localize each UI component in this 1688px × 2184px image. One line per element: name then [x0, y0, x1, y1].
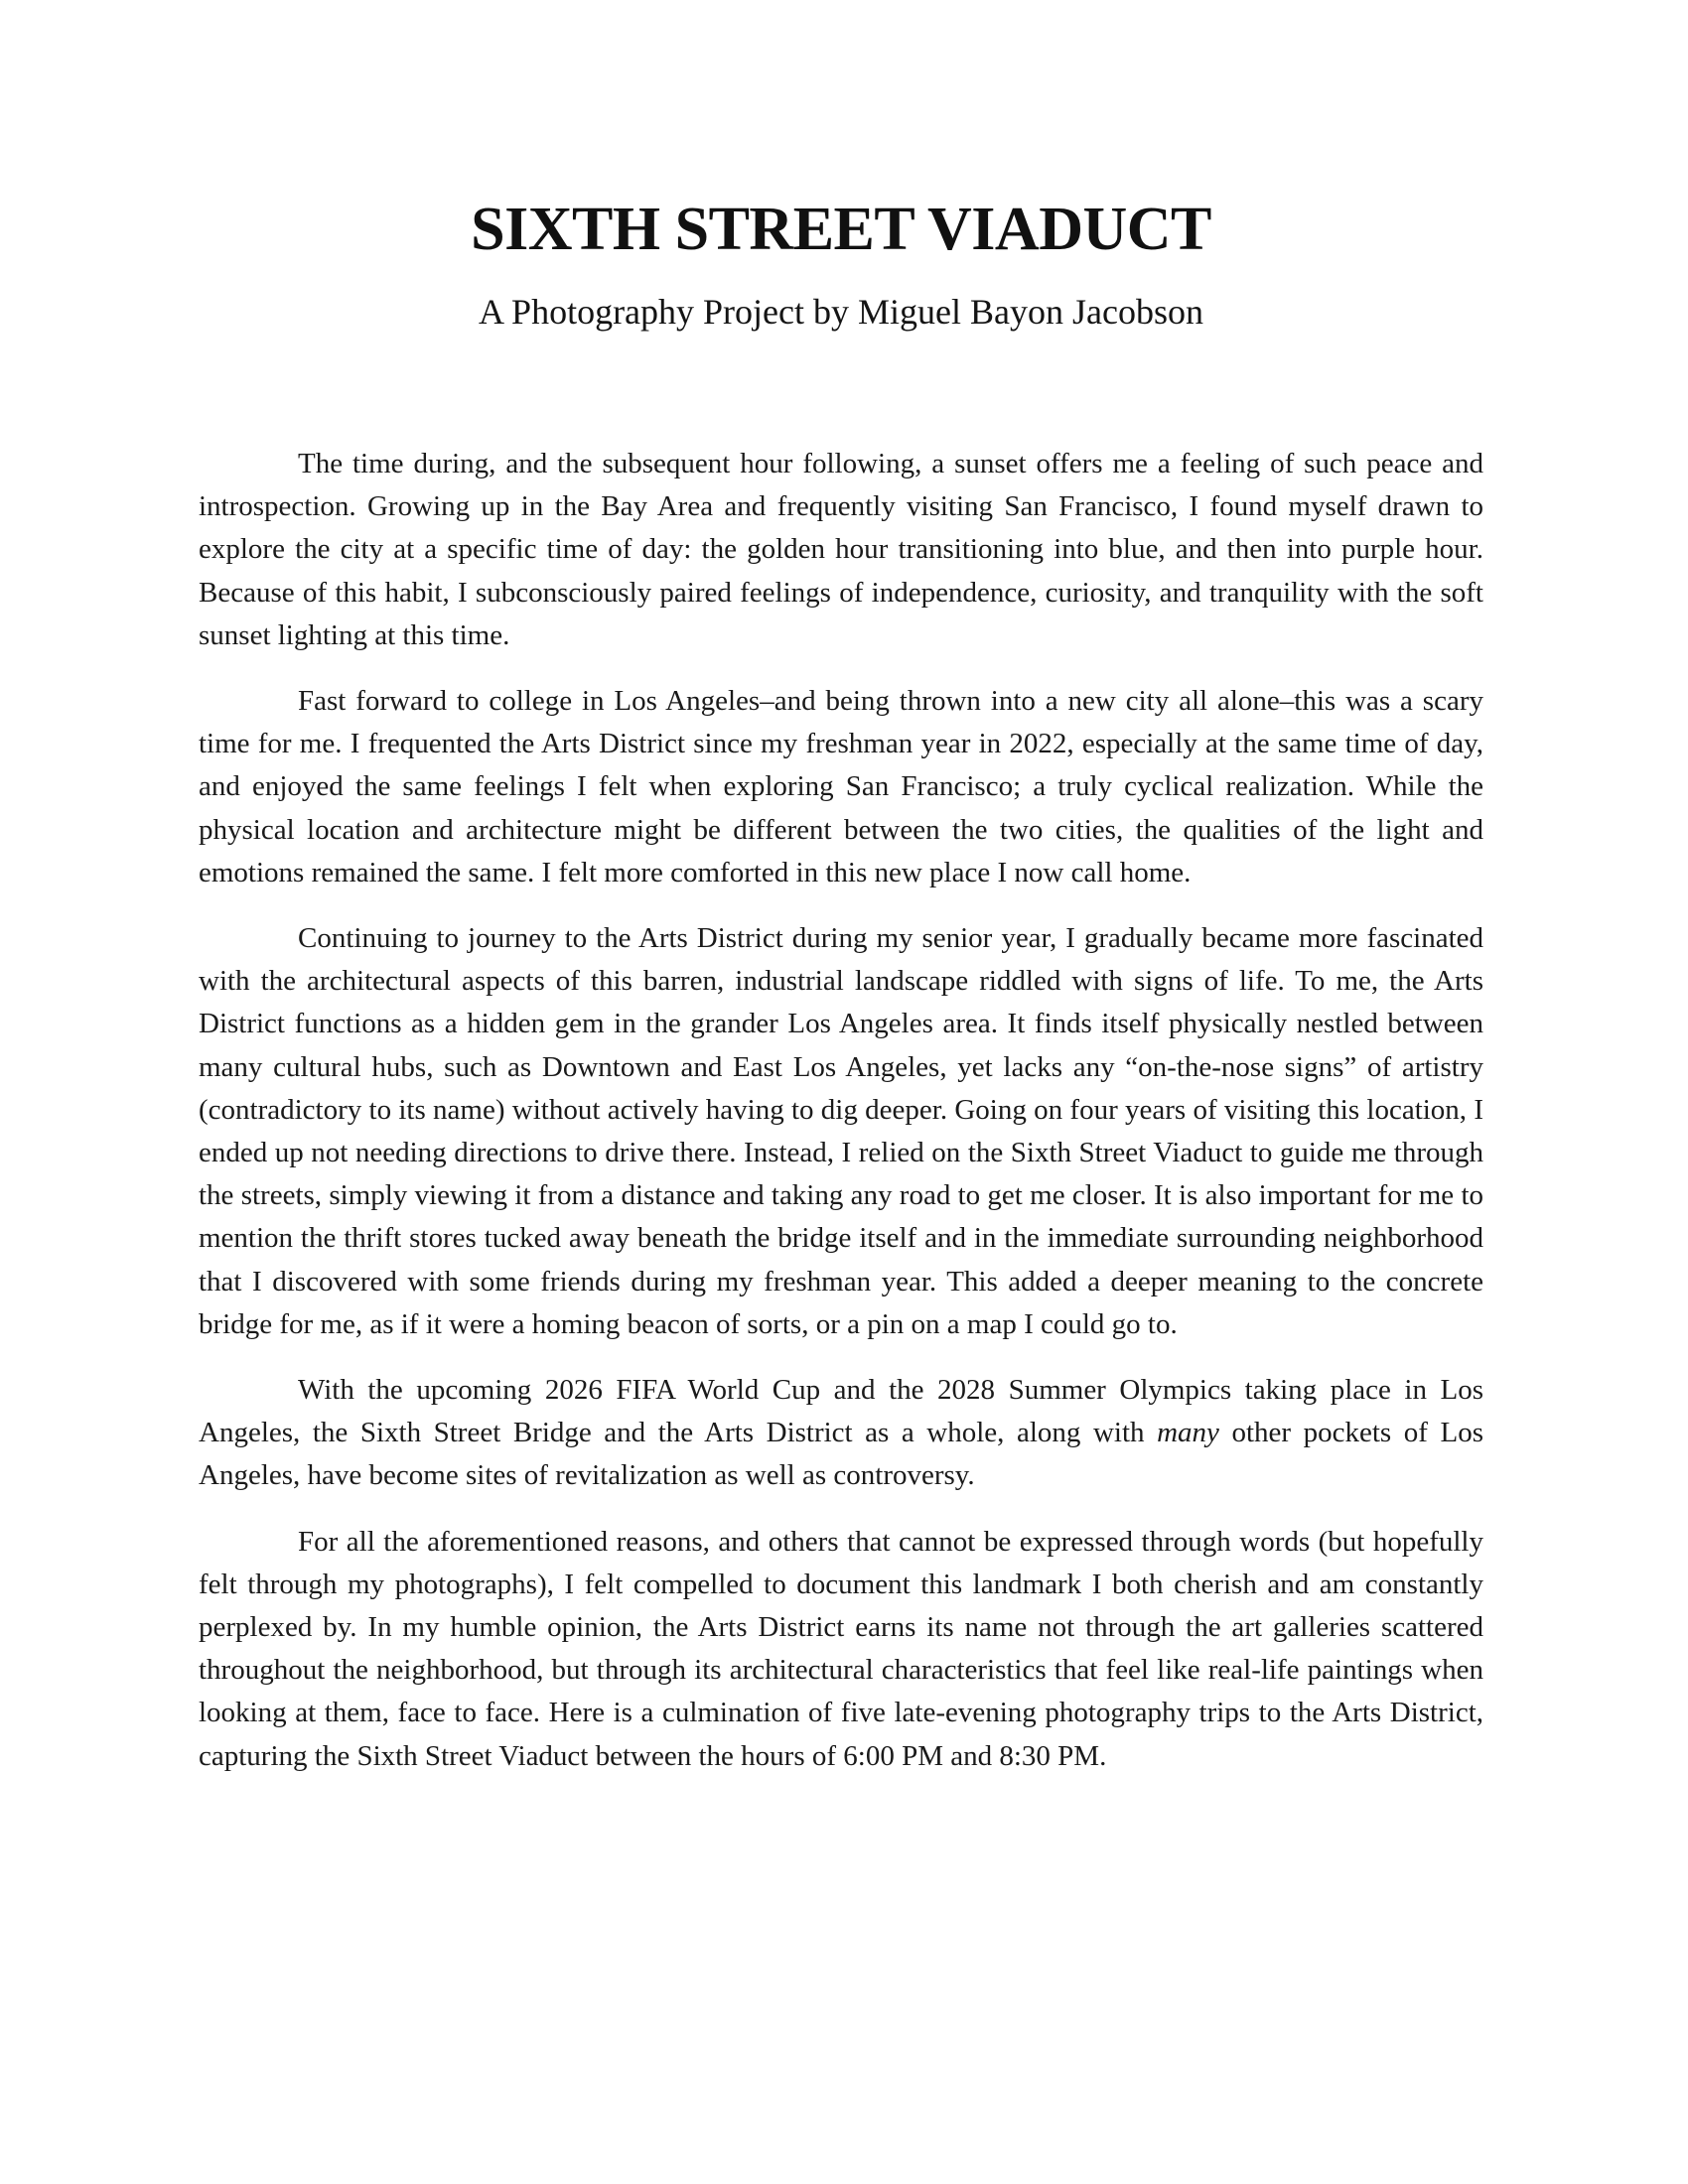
paragraph-4-text-end: other pockets of Los Angeles, have become sites of revitalization as well as controversy. — [199, 1417, 1483, 1492]
paragraph-3: Continuing to journey to the Arts District during my senior year, I gradually became more fascinated with the architectural aspects of this barren, industrial landscape riddled with signs of life. To me, the Arts District functions as a hidden gem in the grander Los Angeles area. It finds itself physically nestled between many cultural hubs, such as Downtown and East Los Angeles, yet lacks any “on-the-nose signs” of artistry (contradictory to its name) without actively having to dig deeper. Going on four years of visiting this location, I ended up not needing directions to drive there. Instead, I relied on the Sixth Street Viaduct to guide me through the streets, simply viewing it from a distance and taking any road to get me closer. It is also important for me to mention the thrift stores tucked away beneath the bridge itself and in the immediate surrounding neighborhood that I discovered with some friends during my freshman year. This added a deeper meaning to the concrete bridge for me, as if it were a homing beacon of sorts, or a pin on a map I could go to. — [199, 922, 1483, 1340]
paragraph-4 — [199, 1369, 1483, 1498]
document-title: SIXTH STREET VIADUCT — [471, 196, 1211, 263]
paragraph-5: For all the aforementioned reasons, and others that cannot be expressed through words (but hopefully felt through my photographs), I felt compelled to document this landmark I both cherish and am constantly perplexed by. In my humble opinion, the Arts District earns its name not through the art galleries scattered throughout the neighborhood, but through its architectural characteristics that feel like real-life paintings when looking at them, face to face. Here is a culmination of five late-evening photography trips to the Arts District, capturing the Sixth Street Viaduct between the hours of 6:00 PM and 8:30 PM. — [199, 1525, 1483, 1772]
document-subtitle: A Photography Project by Miguel Bayon Jacobson — [479, 292, 1203, 332]
paragraph-4-emphasis: many — [1157, 1417, 1219, 1449]
paragraph-1: The time during, and the subsequent hour following, a sunset offers me a feeling of such peace and introspection. Growing up in the Bay Area and frequently visiting San Francisco, I found myself drawn to explore the city at a specific time of day: the golden hour transitioning into blue, and then into purple hour. Because of this habit, I subconsciously paired feelings of independence, curiosity, and tranquility with the soft sunset lighting at this time. — [199, 448, 1483, 651]
paragraph-4-text-start: With the upcoming 2026 FIFA World Cup and the 2028 Summer Olympics taking place in Los Angeles, the Sixth Street Bridge and the Arts District as a whole, along with — [199, 1374, 1483, 1449]
paragraph-2: Fast forward to college in Los Angeles–and being thrown into a new city all alone–this was a scary time for me. I frequented the Arts District since my freshman year in 2022, especially at the same time of day, and enjoyed the same feelings I felt when exploring San Francisco; a truly cyclical realization. While the physical location and architecture might be different between the two cities, the qualities of the light and emotions remained the same. I felt more comforted in this new place I now call home. — [199, 685, 1483, 888]
document-body — [199, 443, 1483, 1801]
